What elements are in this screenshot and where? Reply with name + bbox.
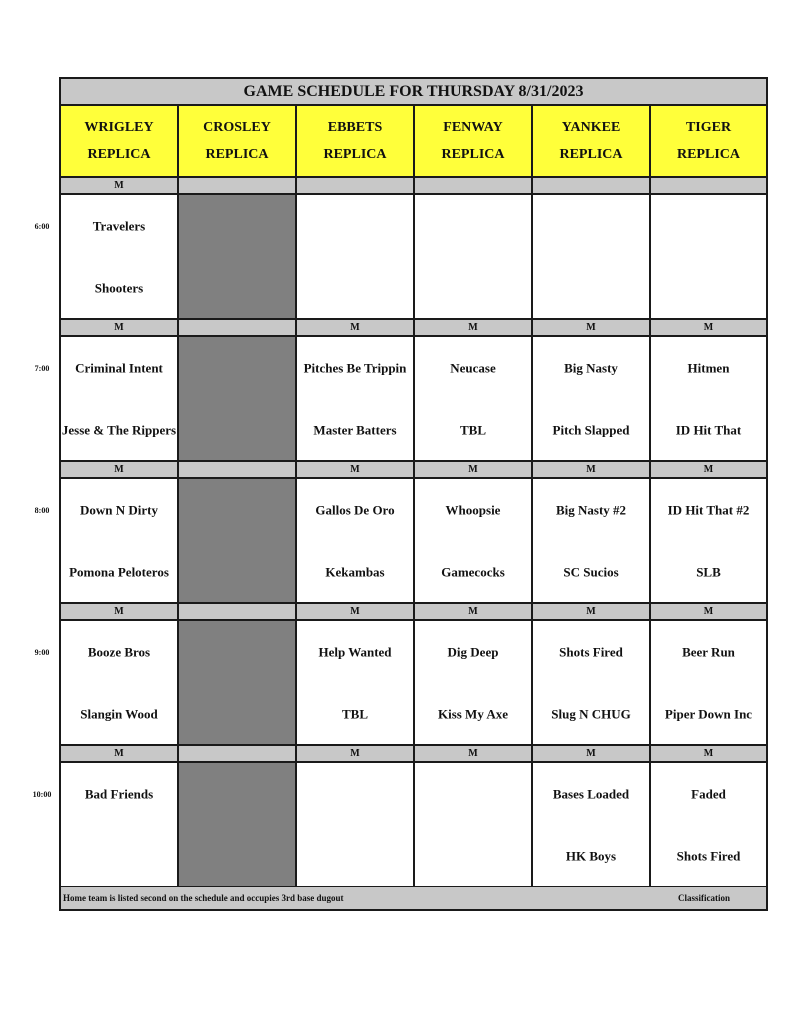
field-name: WRIGLEY xyxy=(84,120,154,135)
m-bar: M xyxy=(297,320,415,337)
field-subtitle: REPLICA xyxy=(205,147,269,162)
time-label-900: 9:00 xyxy=(34,648,50,657)
away-team: Criminal Intent xyxy=(75,360,163,376)
field-name: EBBETS xyxy=(327,120,383,135)
game-cell xyxy=(297,763,415,888)
away-team: Bases Loaded xyxy=(552,786,630,802)
field-header-tiger xyxy=(651,106,768,178)
field-subtitle: REPLICA xyxy=(323,147,387,162)
home-team: Master Batters xyxy=(313,422,397,438)
game-cell xyxy=(415,479,533,604)
field-header-fenway xyxy=(415,106,533,178)
closed-field-cell xyxy=(179,621,297,746)
field-name: CROSLEY xyxy=(203,120,271,135)
m-bar xyxy=(179,746,297,763)
m-bar: M xyxy=(651,604,768,621)
game-cell xyxy=(533,479,651,604)
field-subtitle: REPLICA xyxy=(87,147,151,162)
away-team: Pitches Be Trippin xyxy=(303,360,407,376)
m-bar: M xyxy=(297,462,415,479)
field-header-ebbets xyxy=(297,106,415,178)
m-bar: M xyxy=(533,604,651,621)
closed-field-cell xyxy=(179,763,297,888)
away-team: Down N Dirty xyxy=(80,502,158,518)
field-header-wrigley xyxy=(61,106,179,178)
game-cell xyxy=(415,763,533,888)
game-cell xyxy=(533,337,651,462)
home-team: Kiss My Axe xyxy=(437,706,509,722)
schedule-sheet xyxy=(59,77,768,911)
m-bar xyxy=(297,178,415,195)
closed-field-cell xyxy=(179,337,297,462)
m-bar: M xyxy=(297,746,415,763)
game-cell xyxy=(297,195,415,320)
field-name: FENWAY xyxy=(443,120,503,135)
m-bar xyxy=(415,178,533,195)
field-subtitle: REPLICA xyxy=(441,147,505,162)
footer-bar xyxy=(61,887,766,909)
game-cell xyxy=(61,195,179,320)
m-bar: M xyxy=(61,320,179,337)
game-cell xyxy=(651,479,768,604)
home-team: Piper Down Inc xyxy=(664,706,753,722)
time-label-1000: 10:00 xyxy=(32,790,52,799)
m-bar: M xyxy=(61,604,179,621)
m-bar: M xyxy=(651,462,768,479)
away-team: Travelers xyxy=(92,218,146,234)
classification-label: Classification xyxy=(678,893,731,903)
game-cell xyxy=(651,621,768,746)
game-cell xyxy=(415,195,533,320)
field-subtitle: REPLICA xyxy=(676,147,740,162)
away-team: Neucase xyxy=(450,360,496,376)
m-bar: M xyxy=(415,320,533,337)
m-bar: M xyxy=(415,604,533,621)
away-team: Bad Friends xyxy=(84,786,154,802)
game-cell xyxy=(415,337,533,462)
home-team: Shots Fired xyxy=(676,848,741,864)
closed-field-cell xyxy=(179,195,297,320)
game-cell xyxy=(651,195,768,320)
game-cell xyxy=(297,621,415,746)
m-bar xyxy=(179,604,297,621)
field-name: YANKEE xyxy=(561,120,621,135)
game-cell xyxy=(61,479,179,604)
away-team: Help Wanted xyxy=(318,644,392,660)
home-team: Gamecocks xyxy=(441,564,505,580)
away-team: Dig Deep xyxy=(447,644,499,660)
m-bar: M xyxy=(297,604,415,621)
away-team: Faded xyxy=(691,786,726,802)
m-bar: M xyxy=(533,462,651,479)
m-bar xyxy=(179,462,297,479)
home-team: Jesse & The Rippers xyxy=(61,422,177,438)
time-label-600: 6:00 xyxy=(34,222,50,231)
m-bar: M xyxy=(61,178,179,195)
field-header-yankee xyxy=(533,106,651,178)
home-team: Slangin Wood xyxy=(80,706,158,722)
m-bar: M xyxy=(61,746,179,763)
home-team: HK Boys xyxy=(565,848,617,864)
m-bar: M xyxy=(651,746,768,763)
game-cell xyxy=(533,763,651,888)
away-team: Beer Run xyxy=(682,644,735,660)
footer-note: Home team is listed second on the schedule and occupies 3rd base dugout xyxy=(63,893,344,903)
m-bar: M xyxy=(61,462,179,479)
home-team: Shooters xyxy=(94,280,144,296)
field-header-crosley xyxy=(179,106,297,178)
home-team: Slug N CHUG xyxy=(551,706,631,722)
m-bar: M xyxy=(415,462,533,479)
game-cell xyxy=(533,621,651,746)
m-bar xyxy=(533,178,651,195)
away-team: Whoopsie xyxy=(445,502,501,518)
m-bar xyxy=(179,320,297,337)
home-team: Pitch Slapped xyxy=(552,422,630,438)
game-cell xyxy=(61,337,179,462)
m-bar xyxy=(179,178,297,195)
away-team: Hitmen xyxy=(687,360,730,376)
time-label-800: 8:00 xyxy=(34,506,50,515)
m-bar: M xyxy=(533,320,651,337)
m-bar: M xyxy=(415,746,533,763)
m-bar: M xyxy=(533,746,651,763)
game-cell xyxy=(651,337,768,462)
away-team: Shots Fired xyxy=(559,644,623,660)
home-team: TBL xyxy=(341,706,368,722)
away-team: Booze Bros xyxy=(87,644,151,660)
game-cell xyxy=(415,621,533,746)
game-cell xyxy=(651,763,768,888)
field-subtitle: REPLICA xyxy=(559,147,623,162)
away-team: Big Nasty xyxy=(564,360,618,376)
game-cell xyxy=(533,195,651,320)
away-team: Gallos De Oro xyxy=(315,502,395,518)
home-team: ID Hit That xyxy=(675,422,742,438)
away-team: ID Hit That #2 xyxy=(667,502,750,518)
schedule-title: GAME SCHEDULE FOR THURSDAY 8/31/2023 xyxy=(61,79,766,106)
home-team: Pomona Peloteros xyxy=(69,564,169,580)
m-bar: M xyxy=(651,320,768,337)
away-team: Big Nasty #2 xyxy=(555,502,627,518)
m-bar xyxy=(651,178,768,195)
game-cell xyxy=(61,621,179,746)
field-name: TIGER xyxy=(685,120,732,135)
home-team: TBL xyxy=(459,422,486,438)
home-team: SLB xyxy=(696,564,721,580)
game-cell xyxy=(297,337,415,462)
closed-field-cell xyxy=(179,479,297,604)
home-team: Kekambas xyxy=(325,564,385,580)
game-cell xyxy=(61,763,179,888)
time-label-700: 7:00 xyxy=(34,364,50,373)
home-team: SC Sucios xyxy=(563,564,619,580)
game-cell xyxy=(297,479,415,604)
